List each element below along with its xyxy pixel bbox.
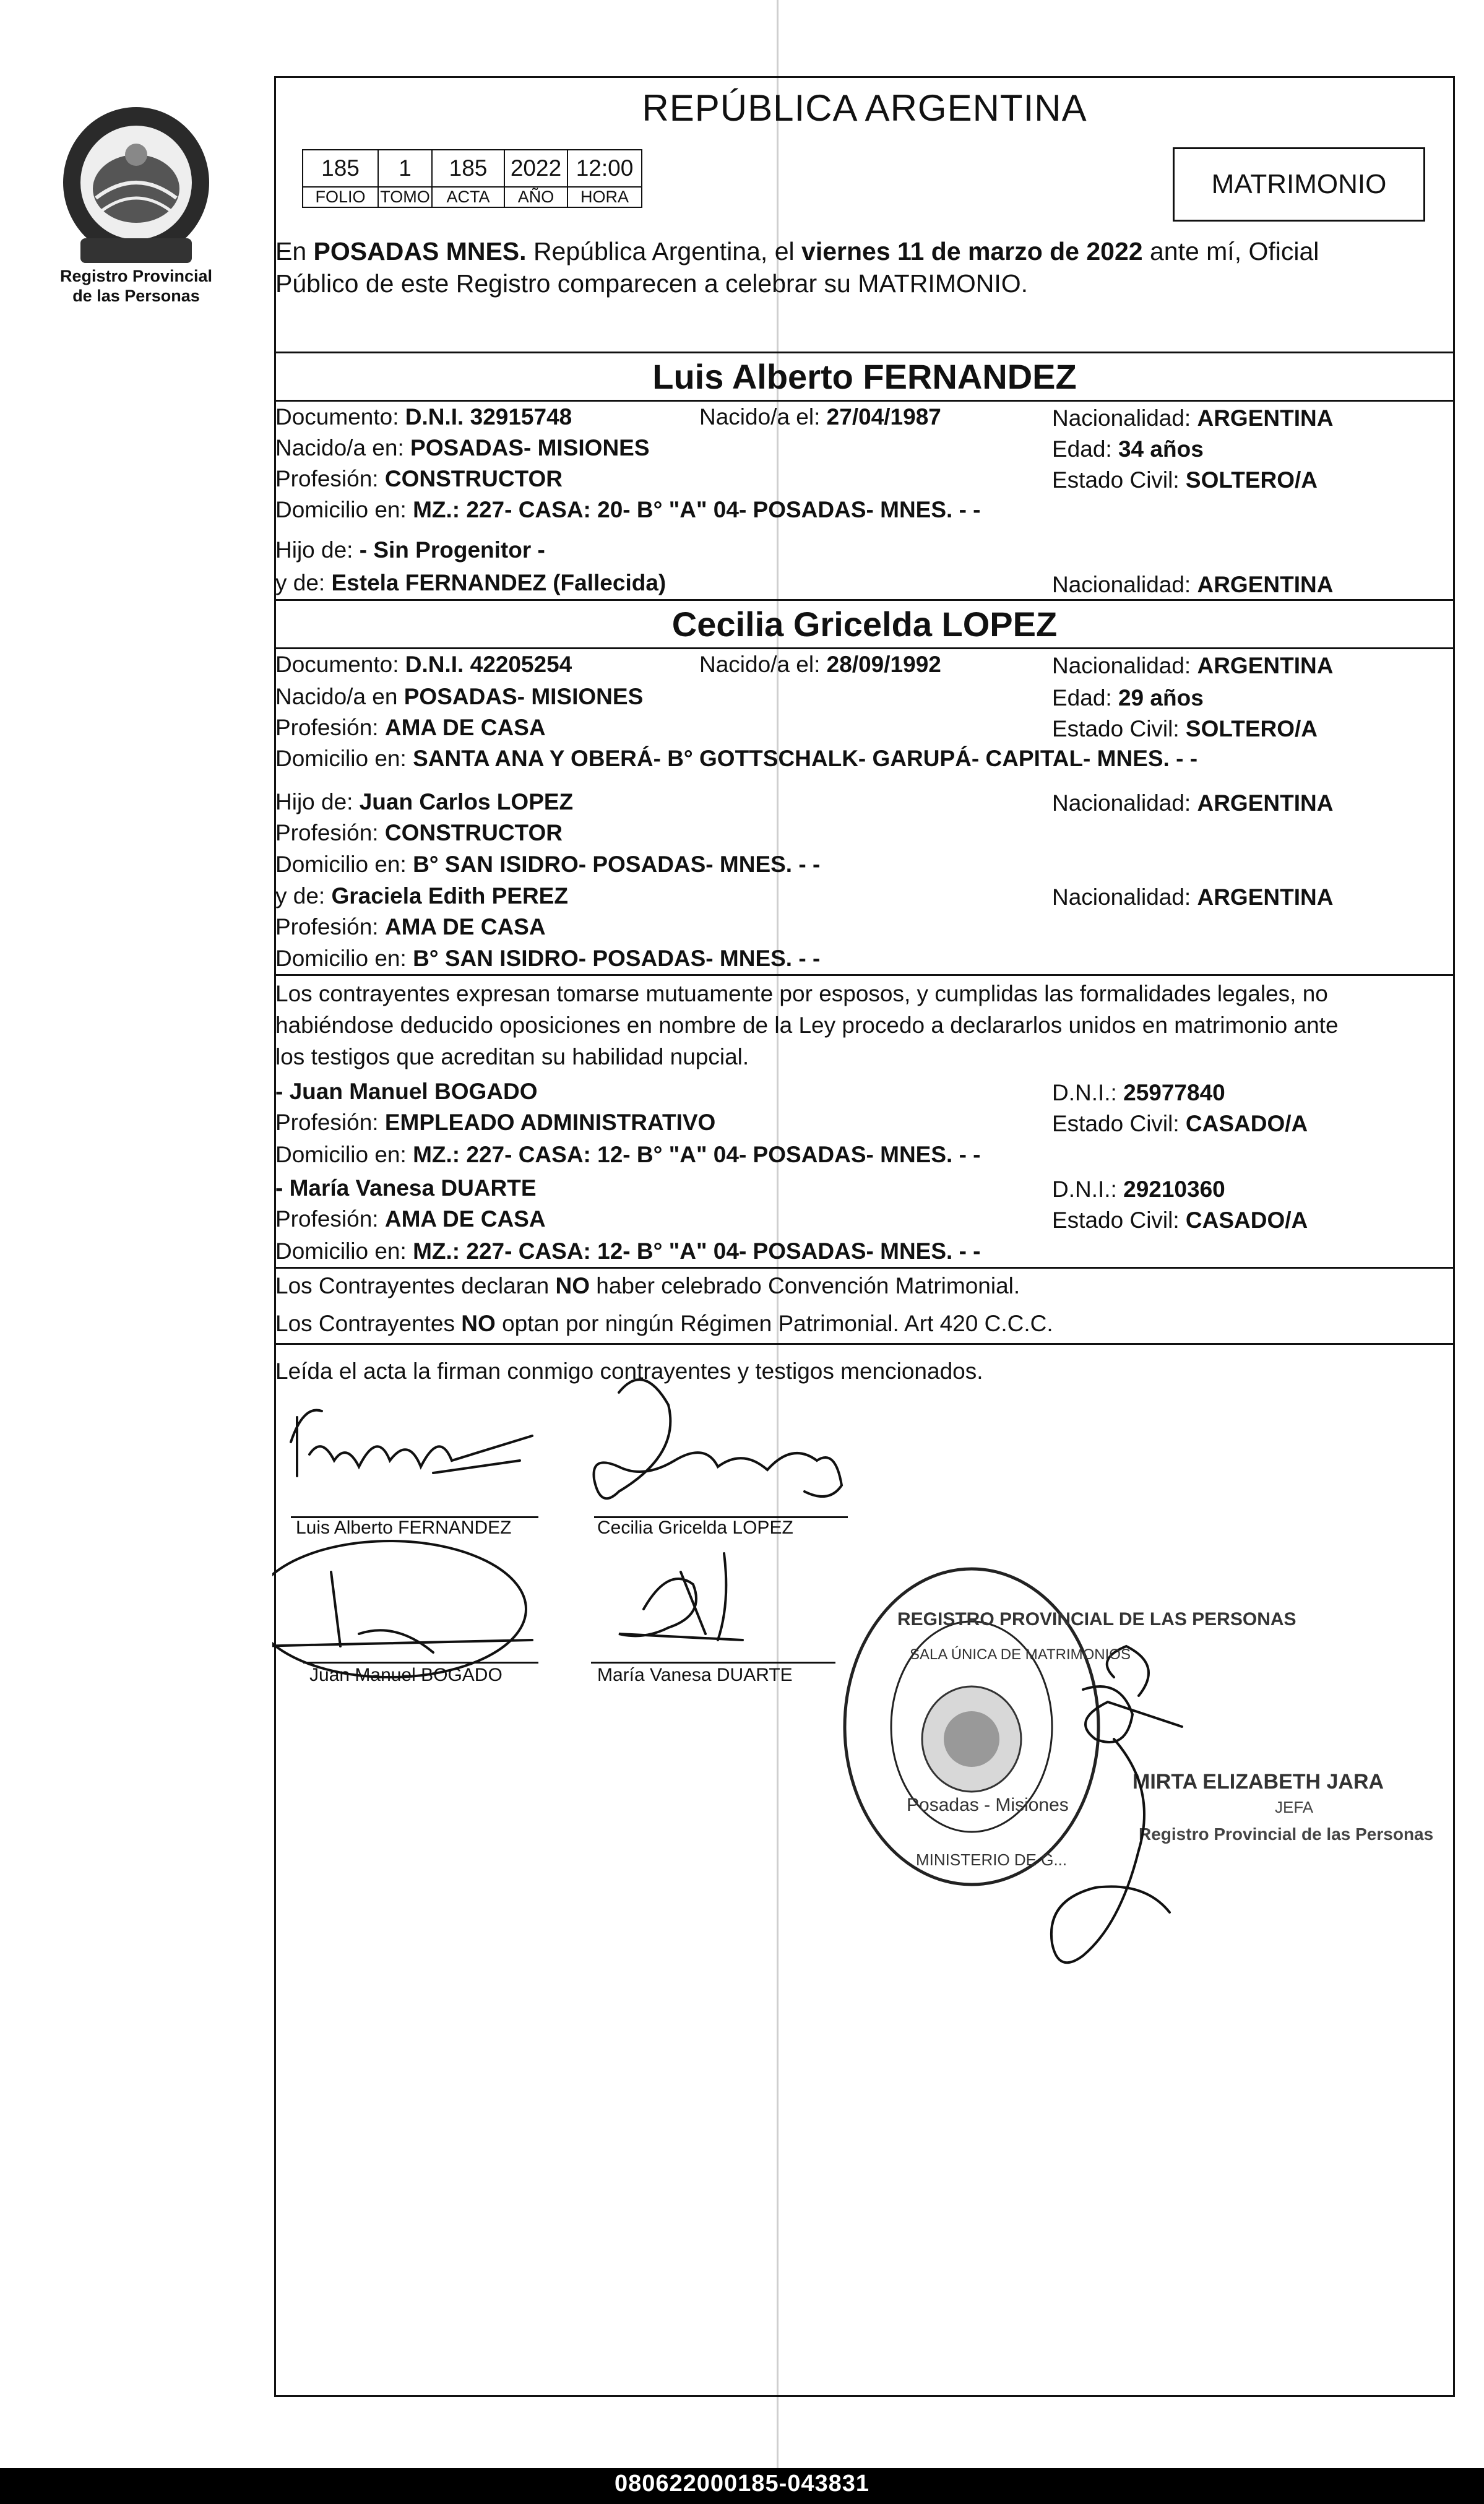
spouse2-mother: y de: Graciela Edith PEREZ <box>275 883 568 909</box>
spouse1-civil-status: Estado Civil: SOLTERO/A <box>1052 467 1318 493</box>
document-code: 080622000185-043831 <box>614 2471 870 2497</box>
witness2-name: - María Vanesa DUARTE <box>275 1175 537 1201</box>
spouse1-father: Hijo de: - Sin Progenitor - <box>275 537 545 563</box>
signature-label-spouse2: Cecilia Gricelda LOPEZ <box>597 1518 793 1538</box>
signature-line <box>303 1662 538 1664</box>
spouse2-mother-profession: Profesión: AMA DE CASA <box>275 914 546 939</box>
stamp-bottom-text: MINISTERIO DE G... <box>916 1850 1068 1869</box>
official-role: JEFA <box>1275 1798 1314 1816</box>
year-label: AÑO <box>504 187 567 207</box>
spouse2-father-profession: Profesión: CONSTRUCTOR <box>275 820 563 845</box>
spouse1-name: Luis Alberto FERNANDEZ <box>652 357 1077 396</box>
witness2-civil-status: Estado Civil: CASADO/A <box>1052 1207 1308 1233</box>
acta-value: 185 <box>432 150 504 187</box>
acta-label: ACTA <box>432 187 504 207</box>
stamp-city-text: Posadas - Misiones <box>907 1795 1069 1815</box>
witness2-address: Domicilio en: MZ.: 227- CASA: 12- B° "A" 04- POSADAS- MNES. - - <box>275 1238 981 1264</box>
spouse1-mother: y de: Estela FERNANDEZ (Fallecida) <box>275 570 667 595</box>
spouse1-address: Domicilio en: MZ.: 227- CASA: 20- B° "A" 04- POSADAS- MNES. - - <box>275 497 981 522</box>
spouse2-document: Documento: D.N.I. 42205254 <box>275 652 572 677</box>
official-office: Registro Provincial de las Personas <box>1139 1824 1434 1844</box>
divider <box>274 647 1455 649</box>
province-seal-logo <box>59 105 214 266</box>
convention-statement: Los Contrayentes declaran NO haber celebrado Convención Matrimonial. <box>275 1273 1020 1298</box>
logo-caption: Registro Provincial de las Personas <box>59 267 213 305</box>
signature-label-witness1: Juan Manuel BOGADO <box>309 1665 503 1685</box>
witness2-profession: Profesión: AMA DE CASA <box>275 1206 546 1232</box>
witness1-dni: D.N.I.: 25977840 <box>1052 1080 1225 1105</box>
divider <box>274 352 1455 353</box>
spouse2-mother-nationality: Nacionalidad: ARGENTINA <box>1052 884 1334 910</box>
spouse2-civil-status: Estado Civil: SOLTERO/A <box>1052 716 1318 741</box>
time-label: HORA <box>567 187 642 207</box>
witness1-civil-status: Estado Civil: CASADO/A <box>1052 1111 1308 1136</box>
declaration-paragraph: Los contrayentes expresan tomarse mutuamente por esposos, y cumplidas las formalidades legales, no habiéndose deducido oposiciones en nombre de la Ley procedo a declararlos unidos en matrimonio ante los testigos que acreditan su habilidad nupcial. <box>275 981 1339 1069</box>
spouse2-name: Cecilia Gricelda LOPEZ <box>671 605 1058 644</box>
spouse2-father-nationality: Nacionalidad: ARGENTINA <box>1052 790 1334 816</box>
official-name: MIRTA ELIZABETH JARA <box>1132 1770 1384 1794</box>
signatures-intro: Leída el acta la firman conmigo contrayentes y testigos mencionados. <box>275 1358 983 1384</box>
spouse2-father: Hijo de: Juan Carlos LOPEZ <box>275 789 574 814</box>
divider <box>274 1343 1455 1345</box>
folio-label: FOLIO <box>303 187 378 207</box>
intro-paragraph: En POSADAS MNES. República Argentina, el viernes 11 de marzo de 2022 ante mí, Oficial Público de este Registro comparecen a celebrar su MATRIMONIO. <box>275 237 1319 298</box>
divider <box>274 974 1455 976</box>
spouse1-birthplace: Nacido/a en: POSADAS- MISIONES <box>275 435 650 460</box>
witness2-dni: D.N.I.: 29210360 <box>1052 1176 1225 1202</box>
spouse1-age: Edad: 34 años <box>1052 436 1204 462</box>
spouse2-father-address: Domicilio en: B° SAN ISIDRO- POSADAS- MNES. - - <box>275 852 821 877</box>
signature-label-witness2: María Vanesa DUARTE <box>597 1665 793 1685</box>
regime-statement: Los Contrayentes NO optan por ningún Régimen Patrimonial. Art 420 C.C.C. <box>275 1311 1053 1336</box>
spouse1-mother-nationality: Nacionalidad: ARGENTINA <box>1052 572 1334 597</box>
spouse1-profession: Profesión: CONSTRUCTOR <box>275 466 563 491</box>
spouse2-address: Domicilio en: SANTA ANA Y OBERÁ- B° GOTTSCHALK- GARUPÁ- CAPITAL- MNES. - - <box>275 746 1198 771</box>
tomo-label: TOMO <box>378 187 432 207</box>
time-value: 12:00 <box>567 150 642 187</box>
spouse2-mother-address: Domicilio en: B° SAN ISIDRO- POSADAS- MNES. - - <box>275 946 821 971</box>
spouse1-birthdate: Nacido/a el: 27/04/1987 <box>699 404 941 430</box>
spouse2-birthdate: Nacido/a el: 28/09/1992 <box>699 652 941 677</box>
year-value: 2022 <box>504 150 567 187</box>
divider <box>274 599 1455 601</box>
witness1-name: - Juan Manuel BOGADO <box>275 1079 538 1104</box>
folio-value: 185 <box>303 150 378 187</box>
divider <box>274 400 1455 402</box>
witness1-profession: Profesión: EMPLEADO ADMINISTRATIVO <box>275 1110 716 1135</box>
doc-type-box: MATRIMONIO <box>1173 147 1425 222</box>
spouse1-nationality: Nacionalidad: ARGENTINA <box>1052 405 1334 431</box>
spouse2-age: Edad: 29 años <box>1052 685 1204 710</box>
spouse2-profession: Profesión: AMA DE CASA <box>275 715 546 740</box>
registry-table <box>302 149 642 208</box>
signature-line <box>591 1662 835 1664</box>
spouse2-nationality: Nacionalidad: ARGENTINA <box>1052 653 1334 678</box>
stamp-inner-text: SALA ÚNICA DE MATRIMONIOS <box>910 1646 1131 1663</box>
tomo-value: 1 <box>378 150 432 187</box>
stamp-outer-text: REGISTRO PROVINCIAL DE LAS PERSONAS <box>897 1609 1296 1630</box>
official-signature <box>1046 1665 1392 1987</box>
signature-label-spouse1: Luis Alberto FERNANDEZ <box>296 1518 512 1538</box>
page-title: REPÚBLICA ARGENTINA <box>642 87 1087 129</box>
spouse1-document: Documento: D.N.I. 32915748 <box>275 404 572 430</box>
spouse2-birthplace: Nacido/a en POSADAS- MISIONES <box>275 684 644 709</box>
witness1-address: Domicilio en: MZ.: 227- CASA: 12- B° "A" 04- POSADAS- MNES. - - <box>275 1142 981 1167</box>
divider <box>274 1267 1455 1269</box>
